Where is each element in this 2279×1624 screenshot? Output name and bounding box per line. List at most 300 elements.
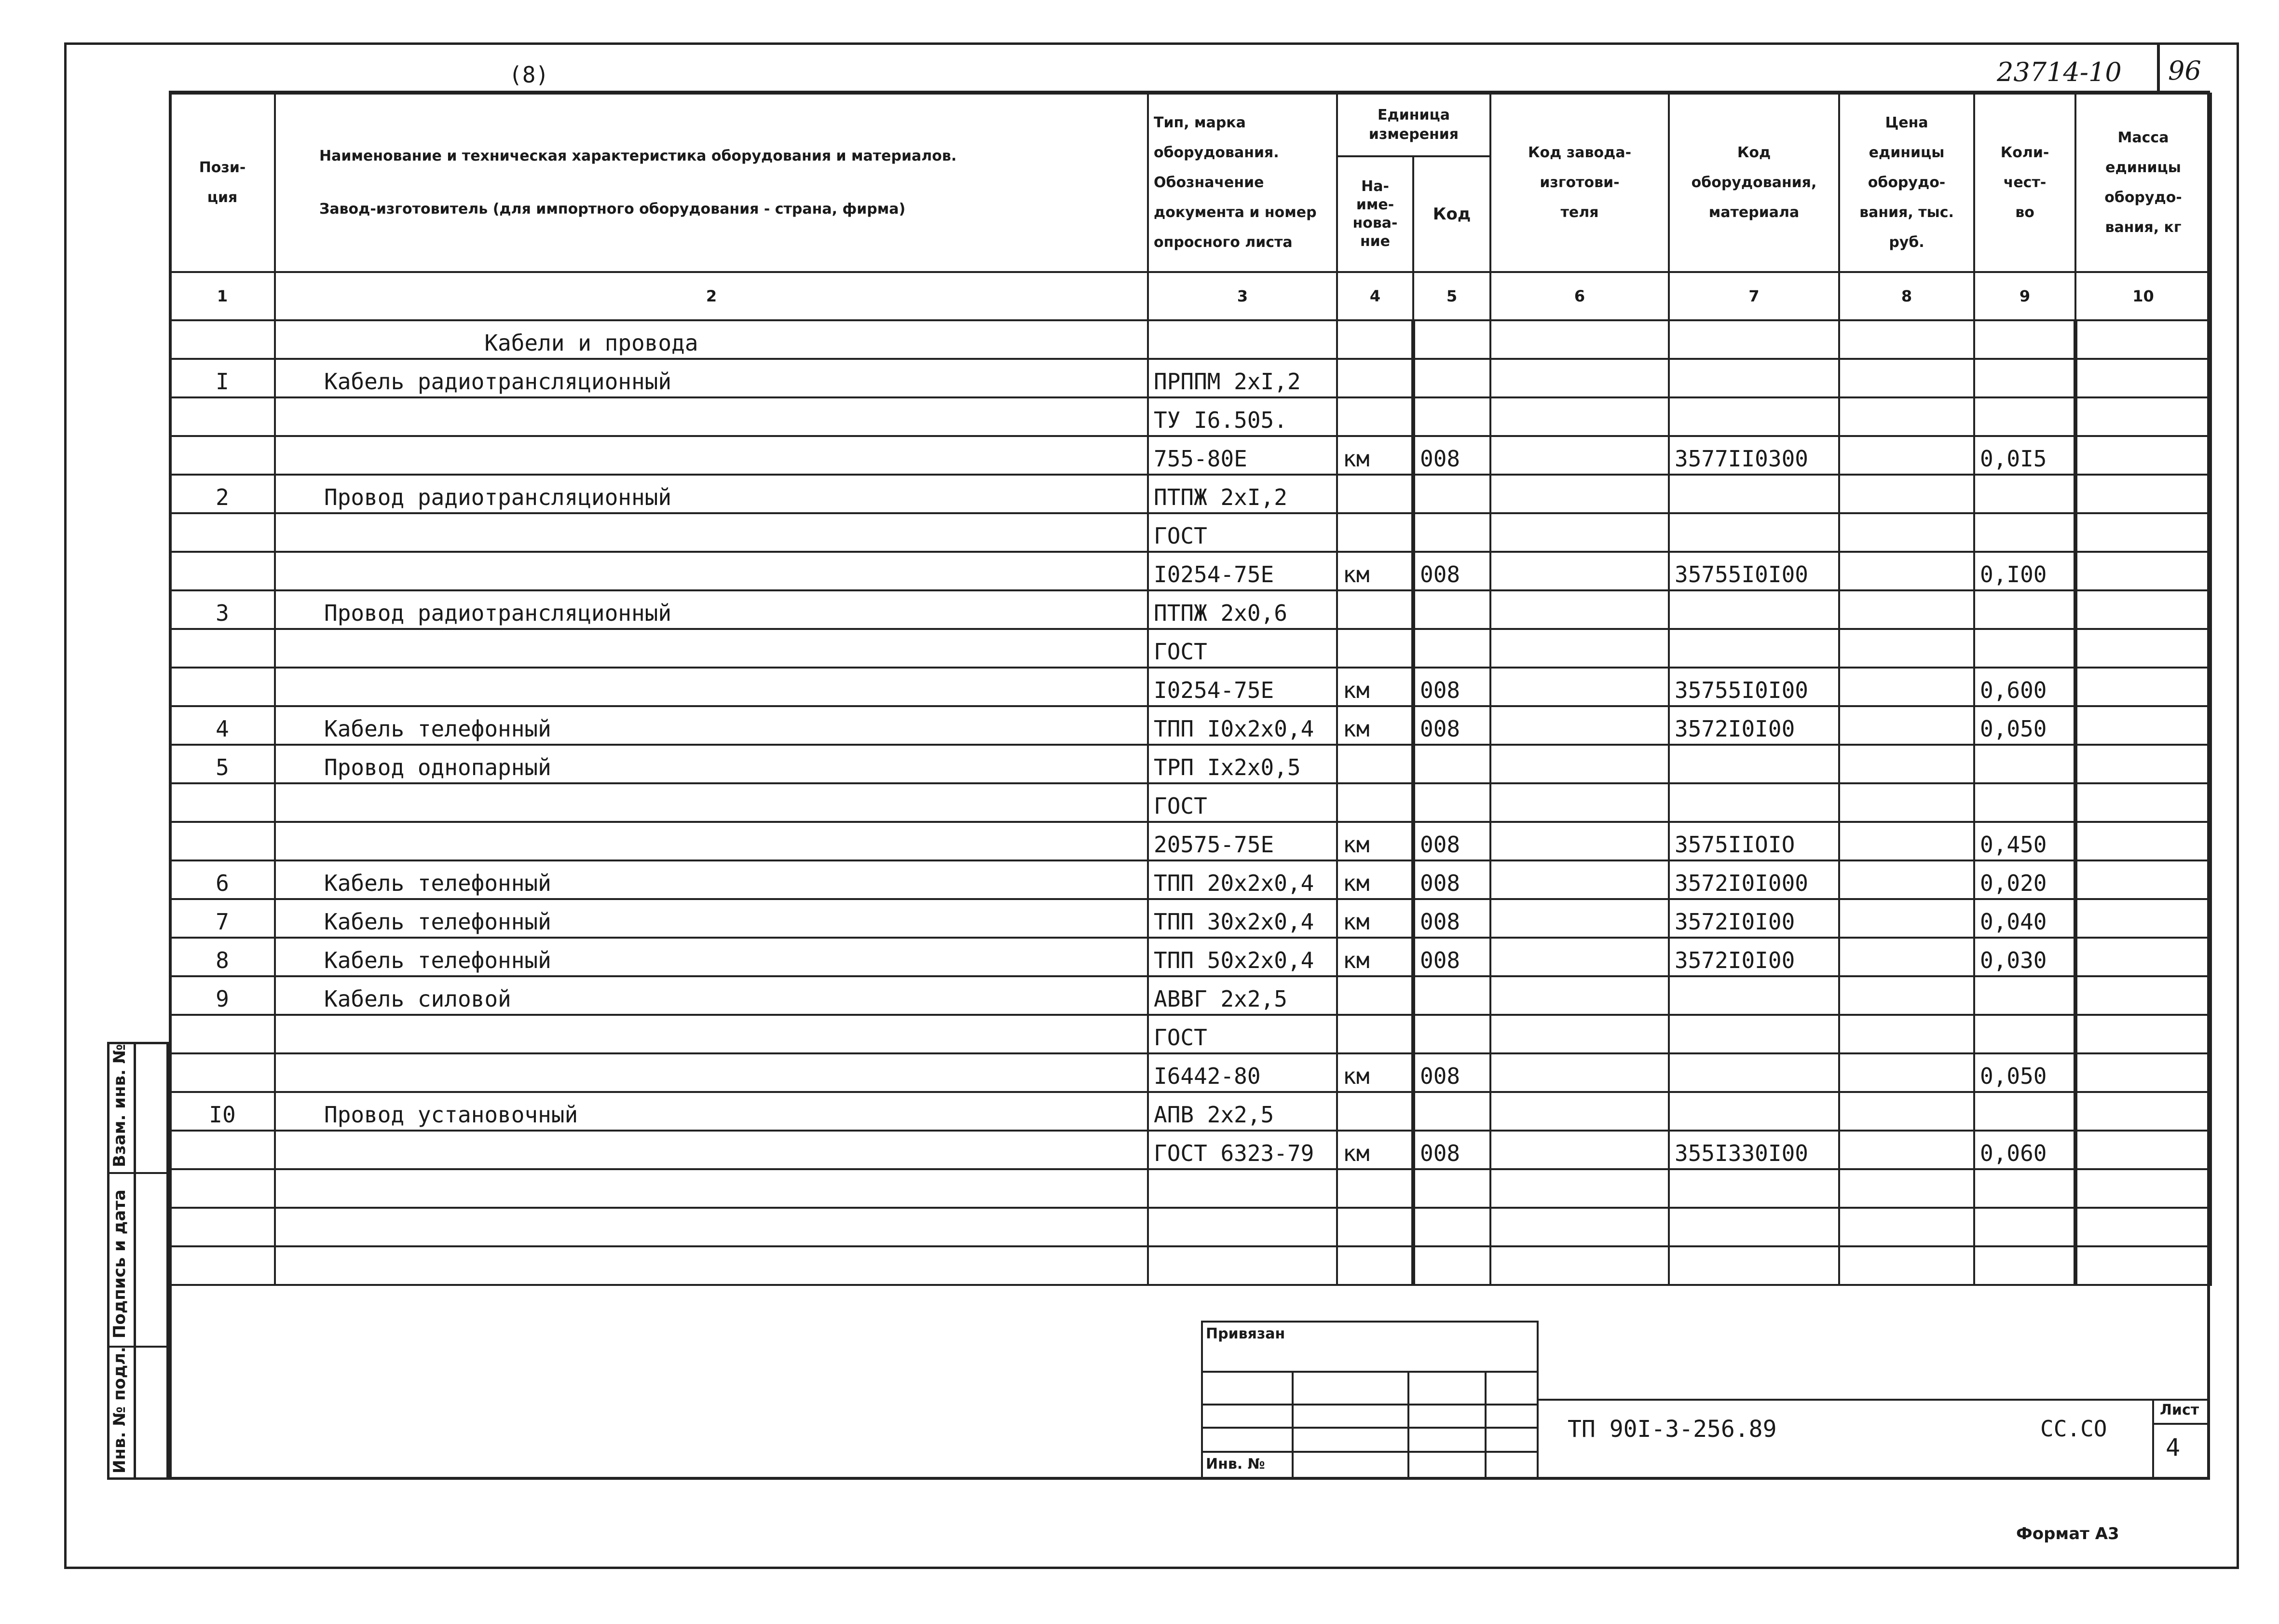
cell-mass xyxy=(2075,1208,2211,1246)
cell-quantity xyxy=(1974,629,2075,668)
cell-mass xyxy=(2075,860,2211,899)
cell-name: Кабель телефонный xyxy=(275,706,1148,745)
cell-factory-code xyxy=(1490,1246,1669,1285)
specification-table xyxy=(169,93,2212,1286)
colnum-6: 6 xyxy=(1490,272,1669,320)
cell-quantity xyxy=(1974,513,2075,552)
cell-unit-name xyxy=(1337,359,1413,397)
cell-type xyxy=(1148,1169,1337,1208)
cell-unit-code xyxy=(1413,1208,1490,1246)
cell-price xyxy=(1839,1131,1974,1169)
cell-unit-name: км xyxy=(1337,668,1413,706)
cell-mass xyxy=(2075,938,2211,976)
cell-unit-code: 008 xyxy=(1413,1131,1490,1169)
side-label-podpis: Подпись и дата xyxy=(110,1189,129,1338)
table-row xyxy=(170,397,2211,436)
colnum-5: 5 xyxy=(1413,272,1490,320)
cell-unit-code: 008 xyxy=(1413,822,1490,860)
cell-mass xyxy=(2075,513,2211,552)
cell-material-code xyxy=(1669,783,1839,822)
cell-unit-name: км xyxy=(1337,1131,1413,1169)
cell-material-code xyxy=(1669,590,1839,629)
cell-unit-name xyxy=(1337,475,1413,513)
cell-material-code xyxy=(1669,1208,1839,1246)
cell-type: 20575-75Е xyxy=(1148,822,1337,860)
cell-mass xyxy=(2075,359,2211,397)
cell-type: ГОСТ 6323-79 xyxy=(1148,1131,1337,1169)
page-mark-divider xyxy=(2157,44,2160,92)
table-row xyxy=(170,1015,2211,1053)
cell-type: I0254-75Е xyxy=(1148,552,1337,590)
cell-unit-name xyxy=(1337,783,1413,822)
cell-factory-code xyxy=(1490,1131,1669,1169)
cell-material-code xyxy=(1669,1053,1839,1092)
cell-mass xyxy=(2075,976,2211,1015)
cell-unit-code xyxy=(1413,475,1490,513)
cell-position xyxy=(170,397,275,436)
cell-price xyxy=(1839,1015,1974,1053)
cell-position xyxy=(170,822,275,860)
cell-position xyxy=(170,1053,275,1092)
cell-quantity xyxy=(1974,745,2075,783)
cell-position xyxy=(170,552,275,590)
table-row xyxy=(170,783,2211,822)
cell-position: 2 xyxy=(170,475,275,513)
cell-type: ТПП 20х2х0,4 xyxy=(1148,860,1337,899)
handwritten-number: 23714-10 xyxy=(1997,57,2122,87)
cell-mass xyxy=(2075,899,2211,938)
cell-quantity xyxy=(1974,397,2075,436)
cell-type: ПТПЖ 2хI,2 xyxy=(1148,475,1337,513)
table-row xyxy=(170,1208,2211,1246)
cell-factory-code xyxy=(1490,976,1669,1015)
cell-factory-code xyxy=(1490,1208,1669,1246)
doc-mark: СС.СО xyxy=(2040,1416,2107,1442)
cell-price xyxy=(1839,822,1974,860)
cell-factory-code xyxy=(1490,822,1669,860)
colnum-8: 8 xyxy=(1839,272,1974,320)
cell-material-code: 35755I0I00 xyxy=(1669,552,1839,590)
cell-unit-name xyxy=(1337,1015,1413,1053)
cell-factory-code xyxy=(1490,1092,1669,1131)
cell-name: Провод однопарный xyxy=(275,745,1148,783)
cell-factory-code xyxy=(1490,938,1669,976)
cell-position xyxy=(170,629,275,668)
cell-position xyxy=(170,1015,275,1053)
cell-price xyxy=(1839,668,1974,706)
cell-name xyxy=(275,629,1148,668)
cell-quantity xyxy=(1974,1169,2075,1208)
cell-mass xyxy=(2075,1169,2211,1208)
cell-price xyxy=(1839,1208,1974,1246)
cell-factory-code xyxy=(1490,899,1669,938)
doc-code: ТП 90I-3-256.89 xyxy=(1568,1416,1777,1443)
colnum-10: 10 xyxy=(2075,272,2211,320)
column-number-row xyxy=(170,272,2211,320)
cell-material-code xyxy=(1669,397,1839,436)
cell-position xyxy=(170,320,275,359)
privyazan-line-4 xyxy=(1201,1451,1539,1453)
cell-material-code: 3575IIOIO xyxy=(1669,822,1839,860)
cell-position xyxy=(170,1246,275,1285)
table-row xyxy=(170,1092,2211,1131)
header-unit-name: На- име- нова- ние xyxy=(1338,157,1414,271)
cell-position xyxy=(170,1169,275,1208)
cell-price xyxy=(1839,783,1974,822)
cell-material-code: 3572I0I00 xyxy=(1669,899,1839,938)
cell-quantity: 0,040 xyxy=(1974,899,2075,938)
cell-quantity xyxy=(1974,783,2075,822)
cell-type: I6442-80 xyxy=(1148,1053,1337,1092)
cell-name: Провод радиотрансляционный xyxy=(275,590,1148,629)
top-number: (8) xyxy=(509,62,549,88)
table-row xyxy=(170,1131,2211,1169)
cell-mass xyxy=(2075,1131,2211,1169)
cell-unit-code xyxy=(1413,1169,1490,1208)
cell-name xyxy=(275,436,1148,475)
cell-factory-code xyxy=(1490,668,1669,706)
cell-name xyxy=(275,1053,1148,1092)
list-number: 4 xyxy=(2166,1433,2181,1461)
cell-name xyxy=(275,552,1148,590)
list-divider xyxy=(2152,1423,2210,1425)
header-unit-code: Код xyxy=(1433,205,1471,224)
cell-unit-code xyxy=(1413,629,1490,668)
cell-unit-name xyxy=(1337,320,1413,359)
cell-unit-code: 008 xyxy=(1413,552,1490,590)
cell-mass xyxy=(2075,706,2211,745)
cell-name xyxy=(275,1015,1148,1053)
cell-mass xyxy=(2075,1015,2211,1053)
cell-type: ПРППМ 2хI,2 xyxy=(1148,359,1337,397)
table-row xyxy=(170,860,2211,899)
table-row xyxy=(170,1169,2211,1208)
cell-unit-name xyxy=(1337,976,1413,1015)
cell-position: 6 xyxy=(170,860,275,899)
cell-unit-code: 008 xyxy=(1413,1053,1490,1092)
cell-position: I xyxy=(170,359,275,397)
cell-type: ГОСТ xyxy=(1148,629,1337,668)
header-material-code: Код оборудования, материала xyxy=(1669,94,1839,272)
cell-position xyxy=(170,513,275,552)
side-label-vzam: Взам. инв. № xyxy=(110,1044,129,1167)
cell-unit-code: 008 xyxy=(1413,938,1490,976)
cell-quantity: 0,030 xyxy=(1974,938,2075,976)
header-quantity: Коли- чест- во xyxy=(1974,94,2075,272)
cell-material-code: 3572I0I00 xyxy=(1669,706,1839,745)
cell-material-code xyxy=(1669,1246,1839,1285)
cell-type: 755-80Е xyxy=(1148,436,1337,475)
cell-price xyxy=(1839,590,1974,629)
title-top-line xyxy=(1539,1399,2210,1401)
cell-quantity: 0,060 xyxy=(1974,1131,2075,1169)
cell-mass xyxy=(2075,1092,2211,1131)
cell-unit-name: км xyxy=(1337,938,1413,976)
table-row xyxy=(170,899,2211,938)
cell-name xyxy=(275,1208,1148,1246)
side-divider-1 xyxy=(107,1172,169,1174)
cell-factory-code xyxy=(1490,320,1669,359)
list-label: Лист xyxy=(2160,1402,2199,1419)
header-position: Пози- ция xyxy=(170,94,275,272)
cell-factory-code xyxy=(1490,706,1669,745)
cell-name xyxy=(275,397,1148,436)
cell-position: 4 xyxy=(170,706,275,745)
cell-price xyxy=(1839,629,1974,668)
table-row xyxy=(170,1246,2211,1285)
cell-factory-code xyxy=(1490,860,1669,899)
cell-unit-code: 008 xyxy=(1413,860,1490,899)
cell-material-code: 3572I0I00 xyxy=(1669,938,1839,976)
cell-unit-code xyxy=(1413,590,1490,629)
cell-factory-code xyxy=(1490,590,1669,629)
cell-name xyxy=(275,668,1148,706)
cell-type: ТПП I0х2х0,4 xyxy=(1148,706,1337,745)
cell-price xyxy=(1839,320,1974,359)
cell-name xyxy=(275,1169,1148,1208)
cell-quantity: 0,0I5 xyxy=(1974,436,2075,475)
cell-price xyxy=(1839,475,1974,513)
cell-quantity: 0,I00 xyxy=(1974,552,2075,590)
cell-name: Кабель телефонный xyxy=(275,899,1148,938)
cell-unit-name xyxy=(1337,590,1413,629)
cell-factory-code xyxy=(1490,397,1669,436)
header-type: Тип, марка оборудования. Обозначение документа и номер опросного листа xyxy=(1148,94,1337,272)
colnum-1: 1 xyxy=(170,272,275,320)
cell-type: ТПП 50х2х0,4 xyxy=(1148,938,1337,976)
table-row xyxy=(170,513,2211,552)
cell-unit-name: км xyxy=(1337,822,1413,860)
cell-quantity xyxy=(1974,1208,2075,1246)
cell-mass xyxy=(2075,783,2211,822)
cell-unit-code xyxy=(1413,513,1490,552)
cell-type: АВВГ 2х2,5 xyxy=(1148,976,1337,1015)
cell-quantity: 0,600 xyxy=(1974,668,2075,706)
cell-price xyxy=(1839,938,1974,976)
colnum-2: 2 xyxy=(275,272,1148,320)
cell-quantity: 0,450 xyxy=(1974,822,2075,860)
cell-material-code xyxy=(1669,1015,1839,1053)
cell-position xyxy=(170,436,275,475)
cell-name: Кабель телефонный xyxy=(275,938,1148,976)
cell-price xyxy=(1839,359,1974,397)
cell-unit-code: 008 xyxy=(1413,668,1490,706)
cell-position xyxy=(170,668,275,706)
privyazan-vline-1 xyxy=(1292,1371,1294,1480)
table-row xyxy=(170,436,2211,475)
cell-unit-code: 008 xyxy=(1413,899,1490,938)
cell-factory-code xyxy=(1490,436,1669,475)
cell-factory-code xyxy=(1490,629,1669,668)
cell-mass xyxy=(2075,552,2211,590)
cell-name xyxy=(275,822,1148,860)
table-row xyxy=(170,552,2211,590)
cell-unit-name: км xyxy=(1337,706,1413,745)
colnum-7: 7 xyxy=(1669,272,1839,320)
cell-price xyxy=(1839,706,1974,745)
cell-unit-name xyxy=(1337,513,1413,552)
cell-unit-code xyxy=(1413,745,1490,783)
cell-unit-code xyxy=(1413,976,1490,1015)
table-row xyxy=(170,590,2211,629)
cell-name: Кабели и провода xyxy=(275,320,1148,359)
cell-type: ПТПЖ 2х0,6 xyxy=(1148,590,1337,629)
privyazan-line-1 xyxy=(1201,1371,1539,1373)
cell-price xyxy=(1839,1092,1974,1131)
colnum-4: 4 xyxy=(1337,272,1413,320)
cell-price xyxy=(1839,976,1974,1015)
page-mark: 96 xyxy=(2168,55,2201,86)
cell-unit-name xyxy=(1337,1169,1413,1208)
cell-unit-code xyxy=(1413,1246,1490,1285)
cell-price xyxy=(1839,552,1974,590)
cell-mass xyxy=(2075,1053,2211,1092)
cell-unit-name xyxy=(1337,1208,1413,1246)
inv-no-label: Инв. № xyxy=(1206,1456,1265,1473)
cell-quantity xyxy=(1974,359,2075,397)
cell-position xyxy=(170,783,275,822)
cell-type: ТПП 30х2х0,4 xyxy=(1148,899,1337,938)
privyazan-line-2 xyxy=(1201,1404,1539,1406)
table-row xyxy=(170,706,2211,745)
header-unit-group xyxy=(1337,94,1490,272)
cell-position xyxy=(170,1131,275,1169)
cell-price xyxy=(1839,397,1974,436)
cell-material-code: 355I330I00 xyxy=(1669,1131,1839,1169)
cell-quantity xyxy=(1974,1246,2075,1285)
cell-name: Провод установочный xyxy=(275,1092,1148,1131)
cell-mass xyxy=(2075,436,2211,475)
cell-material-code xyxy=(1669,1169,1839,1208)
cell-type xyxy=(1148,1208,1337,1246)
table-row xyxy=(170,745,2211,783)
cell-name xyxy=(275,513,1148,552)
cell-quantity: 0,050 xyxy=(1974,1053,2075,1092)
cell-unit-name: км xyxy=(1337,1053,1413,1092)
header-mass: Масса единицы оборудо-вания, кг xyxy=(2075,94,2211,272)
cell-type: ГОСТ xyxy=(1148,513,1337,552)
cell-type: ТУ I6.505. xyxy=(1148,397,1337,436)
table-row xyxy=(170,1053,2211,1092)
cell-type: ГОСТ xyxy=(1148,1015,1337,1053)
cell-material-code xyxy=(1669,475,1839,513)
cell-factory-code xyxy=(1490,513,1669,552)
cell-price xyxy=(1839,1169,1974,1208)
cell-material-code xyxy=(1669,629,1839,668)
cell-type: АПВ 2х2,5 xyxy=(1148,1092,1337,1131)
cell-material-code xyxy=(1669,359,1839,397)
colnum-9: 9 xyxy=(1974,272,2075,320)
cell-type xyxy=(1148,1246,1337,1285)
table-row xyxy=(170,976,2211,1015)
cell-quantity xyxy=(1974,1015,2075,1053)
cell-unit-code xyxy=(1413,783,1490,822)
privyazan-label: Привязан xyxy=(1206,1325,1285,1342)
cell-quantity xyxy=(1974,475,2075,513)
cell-unit-name xyxy=(1337,1092,1413,1131)
cell-factory-code xyxy=(1490,359,1669,397)
cell-price xyxy=(1839,899,1974,938)
cell-mass xyxy=(2075,590,2211,629)
cell-position xyxy=(170,1208,275,1246)
cell-unit-code xyxy=(1413,359,1490,397)
cell-material-code xyxy=(1669,513,1839,552)
cell-material-code xyxy=(1669,1092,1839,1131)
cell-factory-code xyxy=(1490,783,1669,822)
cell-mass xyxy=(2075,397,2211,436)
cell-price xyxy=(1839,436,1974,475)
cell-mass xyxy=(2075,320,2211,359)
cell-quantity: 0,020 xyxy=(1974,860,2075,899)
cell-factory-code xyxy=(1490,552,1669,590)
cell-unit-code xyxy=(1413,1015,1490,1053)
cell-factory-code xyxy=(1490,475,1669,513)
header-unit-title: Единица измерения xyxy=(1338,95,1489,157)
cell-unit-code xyxy=(1413,320,1490,359)
cell-name: Провод радиотрансляционный xyxy=(275,475,1148,513)
cell-mass xyxy=(2075,822,2211,860)
cell-position: 7 xyxy=(170,899,275,938)
cell-type xyxy=(1148,320,1337,359)
cell-quantity: 0,050 xyxy=(1974,706,2075,745)
cell-name xyxy=(275,1131,1148,1169)
cell-material-code xyxy=(1669,976,1839,1015)
cell-price xyxy=(1839,1246,1974,1285)
cell-name: Кабель силовой xyxy=(275,976,1148,1015)
cell-quantity xyxy=(1974,320,2075,359)
cell-quantity xyxy=(1974,1092,2075,1131)
cell-price xyxy=(1839,513,1974,552)
cell-name: Кабель телефонный xyxy=(275,860,1148,899)
cell-name xyxy=(275,783,1148,822)
cell-price xyxy=(1839,1053,1974,1092)
cell-factory-code xyxy=(1490,1053,1669,1092)
table-row xyxy=(170,938,2211,976)
cell-position: I0 xyxy=(170,1092,275,1131)
cell-factory-code xyxy=(1490,1169,1669,1208)
table-row xyxy=(170,629,2211,668)
cell-unit-name xyxy=(1337,629,1413,668)
header-price: Цена единицы оборудо-вания, тыс. руб. xyxy=(1839,94,1974,272)
cell-position: 9 xyxy=(170,976,275,1015)
cell-material-code: 3577II0300 xyxy=(1669,436,1839,475)
cell-unit-name: км xyxy=(1337,436,1413,475)
cell-mass xyxy=(2075,668,2211,706)
cell-unit-name: км xyxy=(1337,899,1413,938)
cell-type: ГОСТ xyxy=(1148,783,1337,822)
cell-position: 5 xyxy=(170,745,275,783)
cell-unit-name xyxy=(1337,745,1413,783)
cell-material-code: 35755I0I00 xyxy=(1669,668,1839,706)
cell-material-code xyxy=(1669,745,1839,783)
privyazan-line-3 xyxy=(1201,1427,1539,1429)
cell-factory-code xyxy=(1490,1015,1669,1053)
cell-unit-code: 008 xyxy=(1413,706,1490,745)
cell-unit-code: 008 xyxy=(1413,436,1490,475)
table-row xyxy=(170,475,2211,513)
cell-mass xyxy=(2075,629,2211,668)
format-label: Формат А3 xyxy=(2016,1524,2119,1543)
side-label-inv-podl: Инв. № подл. xyxy=(110,1346,129,1474)
header-factory-code: Код завода- изготови- теля xyxy=(1490,94,1669,272)
cell-unit-name xyxy=(1337,397,1413,436)
table-row xyxy=(170,822,2211,860)
cell-unit-name xyxy=(1337,1246,1413,1285)
table-row xyxy=(170,320,2211,359)
cell-quantity xyxy=(1974,976,2075,1015)
cell-mass xyxy=(2075,745,2211,783)
cell-type: I0254-75Е xyxy=(1148,668,1337,706)
